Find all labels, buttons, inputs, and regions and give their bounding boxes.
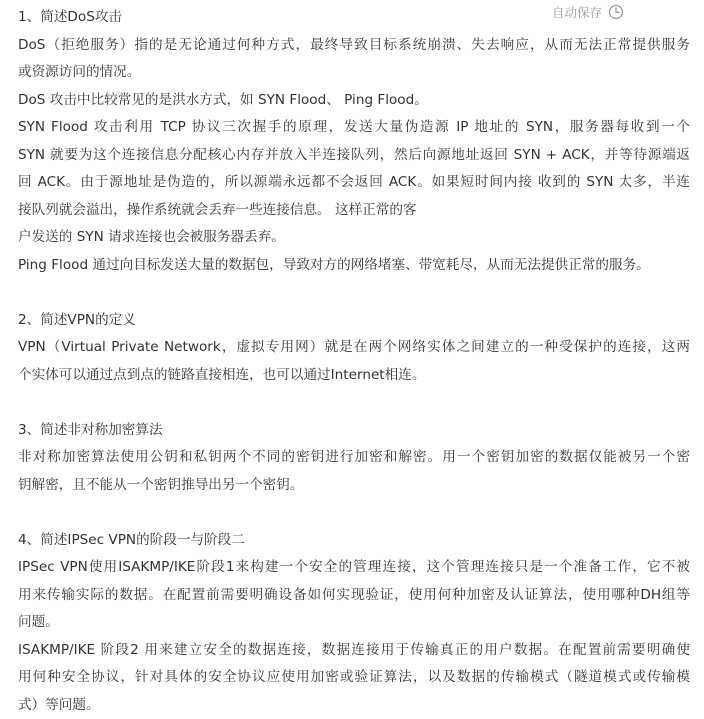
blank-line	[18, 279, 690, 307]
paragraph-line: Ping Flood 通过向目标发送大量的数据包，导致对方的网络堵塞、带宽耗尽，从而无法提供正常的服务。	[18, 252, 690, 280]
blank-line	[18, 389, 690, 417]
paragraph-line: 户发送的 SYN 请求连接也会被服务器丢弃。	[18, 224, 690, 252]
paragraph-line: VPN（Virtual Private Network，虚拟专用网）就是在两个网络实体之间建立的一种受保护的连接，这两	[18, 334, 690, 362]
paragraph-line: ISAKMP/IKE 阶段2 用来建立安全的数据连接，数据连接用于传输真正的用户数据。在配置前需要明确使	[18, 637, 690, 665]
paragraph-line: 钥解密，且不能从一个密钥推导出另一个密钥。	[18, 472, 690, 500]
paragraph-line: 非对称加密算法使用公钥和私钥两个不同的密钥进行加密和解密。用一个密钥加密的数据仅能被另一个密	[18, 444, 690, 472]
paragraph-line: IPSec VPN使用ISAKMP/IKE阶段1来构建一个安全的管理连接，这个管理连接只是一个准备工作，它不被	[18, 554, 690, 582]
section-heading: 3、简述非对称加密算法	[18, 417, 690, 445]
section-heading: 2、简述VPN的定义	[18, 307, 690, 335]
paragraph-line: 问题。	[18, 609, 690, 637]
paragraph-line: 或资源访问的情况。	[18, 59, 690, 87]
section-heading: 1、简述DoS攻击	[18, 4, 690, 32]
blank-line	[18, 499, 690, 527]
section-heading: 4、简述IPSec VPN的阶段一与阶段二	[18, 527, 690, 555]
paragraph-line: SYN Flood 攻击利用 TCP 协议三次握手的原理，发送大量伪造源 IP 地址的 SYN，服务器每收到一个	[18, 114, 690, 142]
paragraph-line: 用来传输实际的数据。在配置前需要明确设备如何实现验证，使用何种加密及认证算法，使用哪种DH组等	[18, 582, 690, 610]
paragraph-line: 接队列就会溢出，操作系统就会丢弃一些连接信息。 这样正常的客	[18, 197, 690, 225]
paragraph-line: SYN 就要为这个连接信息分配核心内存并放入半连接队列，然后向源地址返回 SYN + ACK，并等待源端返	[18, 142, 690, 170]
paragraph-line: 回 ACK。由于源地址是伪造的，所以源端永远都不会返回 ACK。如果短时间内接 收到的 SYN 太多，半连	[18, 169, 690, 197]
autosave-label: 自动保存	[552, 3, 602, 21]
paragraph-line: 用何种安全协议，针对具体的安全协议应使用加密或验证算法，以及数据的传输模式（隧道模式或传输模	[18, 664, 690, 692]
paragraph-line: 个实体可以通过点到点的链路直接相连，也可以通过Internet相连。	[18, 362, 690, 390]
document-body	[18, 4, 690, 719]
paragraph-line: 式）等问题。	[18, 692, 690, 719]
paragraph-line: DoS 攻击中比较常见的是洪水方式，如 SYN Flood、 Ping Flood。	[18, 87, 690, 115]
paragraph-line: DoS（拒绝服务）指的是无论通过何种方式，最终导致目标系统崩溃、失去响应，从而无法正常提供服务	[18, 32, 690, 60]
